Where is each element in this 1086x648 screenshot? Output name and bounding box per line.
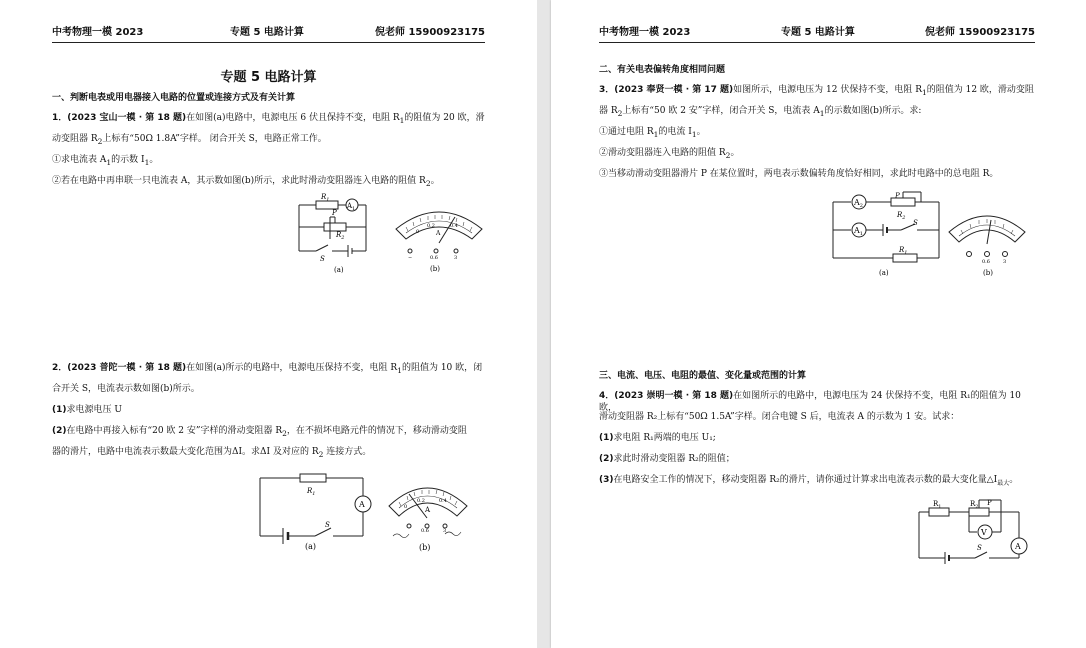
fig-label: $R_2$ — [970, 500, 979, 510]
q1-sub: 1 — [399, 115, 405, 125]
fig-label: S — [913, 219, 918, 227]
q1-text: 若在电路中再串联一只电流表 A，其示数如图(b)所示，求此时滑动变阻器连入电路的阻值 R — [61, 176, 426, 186]
q2-circuit-figure — [255, 470, 475, 556]
q1-text: 的示数 I — [111, 155, 145, 165]
page-left — [0, 0, 537, 648]
q1-sub: 1 — [106, 157, 112, 167]
fig-label: P — [895, 192, 900, 200]
q3-sub: 2 — [617, 108, 623, 118]
q3-part1-mark: ① — [599, 127, 609, 137]
q3-text: 的阻值为 12 欧，滑动变阻 — [926, 85, 1034, 95]
fig-caption: (a) — [305, 542, 317, 551]
q3-text: 如图所示，电源电压为 12 伏保持不变，电阻 R — [733, 85, 922, 95]
q1-text: 上标有“50Ω 1.8A”字样。 闭合开关 S，电路正常工作。 — [102, 134, 327, 144]
q4-part1-mark: (1) — [599, 433, 614, 443]
question-4-line2: 滑动变阻器 R₂上标有“50Ω 1.5A”字样。闭合电键 S 后，电流表 A 的示数为 1 安。试求： — [599, 412, 960, 422]
q4-text: 在电路安全工作的情况下，移动变阻器 R₂的滑片，请你通过计算求出电流表示数的最大变化量△I — [613, 475, 998, 485]
q2-part2-mark: (2) — [52, 426, 67, 436]
question-1-line2 — [52, 133, 492, 148]
q3-text: 通过电阻 R — [608, 127, 654, 137]
q3-circuit-figure — [829, 190, 1039, 280]
q1-circuit-figure — [294, 193, 494, 275]
fig-label: $A_1$ — [347, 202, 356, 212]
q3-text: 器 R — [599, 106, 618, 116]
q3-sub: 1 — [653, 129, 659, 139]
fig-label: $R_1$ — [933, 500, 942, 510]
q4-part3-mark: (3) — [599, 475, 614, 485]
q1-text: 。 — [430, 176, 440, 186]
header-left: 中考物理一模 2023 — [599, 27, 691, 38]
fig-label: $A_2$ — [854, 198, 863, 209]
q2-source: (2023 普陀一模 · 第 18 题) — [67, 363, 187, 373]
meter-terminal: 3 — [443, 528, 447, 534]
page-right — [551, 0, 1086, 648]
section-heading-2: 二、有关电表偏转角度相同问题 — [599, 65, 726, 75]
q3-text: 当移动滑动变阻器滑片 P 在某位置时，两电表示数偏转角度恰好相同，求此时电路中的总电阻 R。 — [608, 169, 999, 179]
fig-label: $R_1$ — [899, 246, 908, 256]
q3-text: 的电流 I — [658, 127, 692, 137]
meter-terminal: 0.6 — [982, 259, 990, 265]
header-center: 专题 5 电路计算 — [781, 27, 855, 38]
q3-part2-mark: ② — [599, 148, 609, 158]
q3-sub: 1 — [691, 129, 697, 139]
q1-sub: 2 — [97, 136, 103, 146]
meter-tick: 0 — [404, 504, 408, 510]
q3-text: 的示数如图(b)所示。求: — [824, 106, 922, 116]
question-2-line2: 合开关 S，电流表示数如图(b)所示。 — [52, 384, 200, 394]
fig-label: V — [981, 528, 987, 537]
q3-sub: 1 — [819, 108, 825, 118]
q2-part1 — [52, 404, 122, 416]
fig-caption: (b) — [419, 543, 431, 552]
fig-label: $R_2$ — [897, 211, 906, 221]
q4-number: 4． — [599, 391, 615, 401]
q1-sub: 2 — [425, 178, 431, 188]
q2-sub: 1 — [397, 365, 402, 375]
q1-number: 1． — [52, 113, 68, 123]
header-right: 倪老师 15900923175 — [924, 27, 1035, 38]
fig-label: $R_2$ — [336, 231, 345, 241]
q1-source: (2023 宝山一模 · 第 18 题) — [67, 113, 187, 123]
q2-text: 连接方式。 — [323, 447, 372, 457]
q2-text: 器的滑片，电路中电流表示数最大变化范围为ΔI。求ΔI 及对应的 R — [52, 447, 319, 457]
fig-caption: (a) — [334, 266, 344, 274]
meter-unit: A — [436, 230, 441, 237]
fig-label: A — [1015, 542, 1021, 551]
question-3-line2 — [599, 105, 1039, 120]
q1-part1-mark: ① — [52, 155, 62, 165]
q2-text: 求电源电压 U — [66, 405, 122, 415]
meter-tick: 0 — [416, 229, 420, 235]
fig-caption: (b) — [983, 269, 993, 277]
fig-label: S — [320, 255, 325, 263]
q3-part1 — [599, 126, 706, 141]
q2-part1-mark: (1) — [52, 405, 67, 415]
q3-text: 。 — [696, 127, 706, 137]
question-2 — [52, 362, 492, 377]
q2-text: ，在不损坏电路元件的情况下，移动滑动变阻 — [286, 426, 467, 436]
q2-part2 — [52, 425, 492, 440]
meter-terminal: 0.6 — [421, 528, 429, 534]
meter-tick: 0.2 — [427, 223, 435, 229]
meter-terminal: 0.6 — [430, 255, 438, 261]
page-gap — [537, 0, 551, 648]
fig-caption: (b) — [430, 265, 440, 273]
q4-text: 。 — [1009, 475, 1019, 485]
meter-unit: A — [425, 506, 431, 514]
q3-number: 3． — [599, 85, 615, 95]
q3-sub: 1 — [921, 87, 927, 97]
q4-sub: 最大 — [997, 479, 1010, 487]
q4-part3 — [599, 474, 1039, 490]
page-header — [52, 20, 485, 43]
fig-label: A — [359, 500, 365, 509]
meter-tick: 0.4 — [450, 223, 458, 229]
q4-text: 在如图所示的电路中，电源电压为 24 伏保持不变，电阻 R₁的阻值为 10 欧， — [599, 391, 1021, 413]
q4-part2-mark: (2) — [599, 454, 614, 464]
q3-text: 上标有“50 欧 2 安”字样，闭合开关 S，电流表 A — [622, 106, 820, 116]
q2-part2-line2 — [52, 446, 492, 461]
question-3 — [599, 84, 1039, 99]
meter-tick: 0.4 — [439, 498, 447, 504]
q1-text: 的阻值为 20 欧，滑 — [404, 113, 485, 123]
page-header — [599, 20, 1035, 43]
fig-caption: (a) — [879, 269, 889, 277]
q2-sub: 2 — [318, 449, 324, 459]
q4-circuit-figure — [915, 496, 1035, 564]
q4-part1 — [599, 432, 716, 444]
header-center: 专题 5 电路计算 — [230, 27, 304, 38]
q1-text: 在如图(a)电路中，电源电压 6 伏且保持不变，电阻 R — [186, 113, 400, 123]
q3-text: 。 — [730, 148, 740, 158]
meter-terminal: 3 — [1003, 259, 1007, 265]
fig-label: S — [325, 521, 330, 529]
q4-source: (2023 崇明一模 · 第 18 题) — [614, 391, 734, 401]
fig-label: $R_1$ — [321, 193, 330, 203]
q4-text: 求此时滑动变阻器 R₂的阻值； — [613, 454, 735, 464]
meter-terminal: − — [408, 255, 413, 261]
q1-sub: 1 — [144, 157, 150, 167]
question-1 — [52, 112, 492, 127]
fig-label: $A_1$ — [854, 226, 863, 237]
fig-label: S — [977, 544, 982, 552]
q4-part2 — [599, 453, 735, 465]
q2-sub: 2 — [282, 428, 287, 438]
q3-source: (2023 奉贤一模 · 第 17 题) — [614, 85, 734, 95]
section-heading-3: 三、电流、电压、电阻的最值、变化量或范围的计算 — [599, 371, 807, 381]
q3-part3 — [599, 168, 1039, 180]
q3-part3-mark: ③ — [599, 169, 609, 179]
section-heading-1: 一、判断电表或用电器接入电路的位置或连接方式及有关计算 — [52, 93, 296, 103]
header-right: 倪老师 15900923175 — [374, 27, 485, 38]
meter-tick: 0.2 — [417, 498, 425, 504]
q1-text: 。 — [149, 155, 159, 165]
q1-text: 求电流表 A — [61, 155, 107, 165]
q2-number: 2． — [52, 363, 68, 373]
meter-terminal: 3 — [454, 255, 458, 261]
q3-part2 — [599, 147, 739, 162]
q2-text: 在如图(a)所示的电路中，电源电压保持不变，电阻 R — [186, 363, 398, 373]
q3-text: 滑动变阻器连入电路的阻值 R — [608, 148, 726, 158]
q2-text: 的阻值为 10 欧，闭 — [401, 363, 483, 373]
fig-label: $R_1$ — [307, 487, 316, 497]
page-title: 专题 5 电路计算 — [220, 70, 317, 85]
header-left: 中考物理一模 2023 — [52, 27, 144, 38]
fig-label: P — [332, 209, 337, 217]
q3-sub: 2 — [725, 150, 731, 160]
q1-part1 — [52, 154, 158, 169]
q2-text: 在电路中再接入标有“20 欧 2 安”字样的滑动变阻器 R — [66, 426, 283, 436]
q1-part2 — [52, 175, 492, 190]
q4-text: 求电阻 R₁两端的电压 U₁; — [613, 433, 716, 443]
q1-text: 动变阻器 R — [52, 134, 98, 144]
fig-label: P — [987, 499, 992, 507]
q1-part2-mark: ② — [52, 176, 62, 186]
